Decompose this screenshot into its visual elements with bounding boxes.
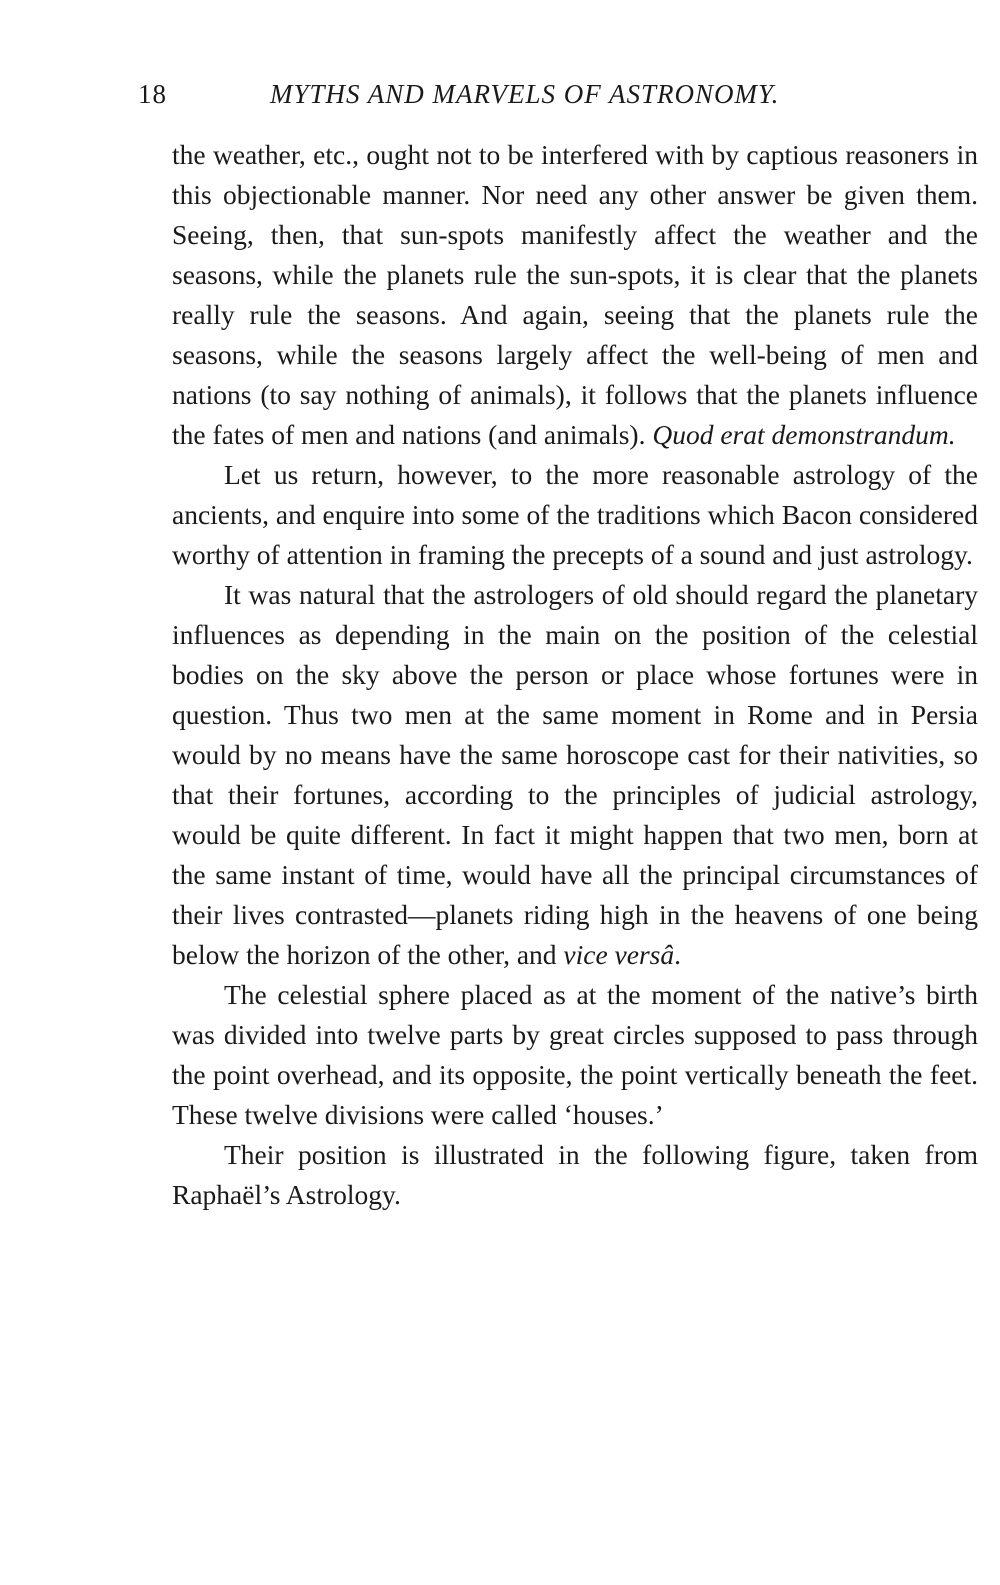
- body-text: [172, 135, 978, 1215]
- paragraph-3-latin: vice versâ: [563, 939, 675, 970]
- paragraph-1-text: the weather, etc., ought not to be interfered with by captious reasoners in this objectionable manner. Nor need any other answer be given them. Seeing, then, that sun-spots manifestly affect the weather and the seasons, while the planets rule the sun-spots, it is clear that the planets really rule the seasons. And again, seeing that the planets rule the seasons, while the seasons largely affect the well-being of men and nations (to say nothing of animals), it follows that the planets influence the fates of men and nations (and animals).: [172, 139, 978, 450]
- running-title: MYTHS AND MARVELS OF ASTRONOMY.: [270, 79, 780, 109]
- paragraph-2: [172, 455, 978, 575]
- paragraph-1: [172, 135, 978, 455]
- running-head: [138, 74, 978, 114]
- page-number: 18: [138, 79, 167, 109]
- paragraph-2-text: Let us return, however, to the more reasonable astrology of the ancients, and enquire into some of the traditions which Bacon considered worthy of attention in framing the precepts of a sound and just astrology.: [172, 459, 978, 570]
- paragraph-4-text: The celestial sphere placed as at the moment of the native’s birth was divided into twelve parts by great circles supposed to pass through the point overhead, and its opposite, the point vertically beneath the feet. These twelve divisions were called ‘houses.’: [172, 979, 978, 1130]
- paragraph-5-text: Their position is illustrated in the following figure, taken from Raphaël’s Astrology.: [172, 1139, 978, 1210]
- paragraph-4: [172, 975, 978, 1135]
- paragraph-3-end: .: [674, 939, 681, 970]
- paragraph-3-text: It was natural that the astrologers of old should regard the planetary influences as depending in the main on the position of the celestial bodies on the sky above the person or place whose fortunes were in question. Thus two men at the same moment in Rome and in Persia would by no means have the same horoscope cast for their nativities, so that their fortunes, according to the principles of judicial astrology, would be quite different. In fact it might happen that two men, born at the same instant of time, would have all the principal circumstances of their lives contrasted—planets riding high in the heavens of one being below the horizon of the other, and: [172, 579, 978, 970]
- paragraph-5: [172, 1135, 978, 1215]
- paragraph-1-latin: Quod erat demonstrandum.: [652, 419, 956, 450]
- paragraph-3: [172, 575, 978, 975]
